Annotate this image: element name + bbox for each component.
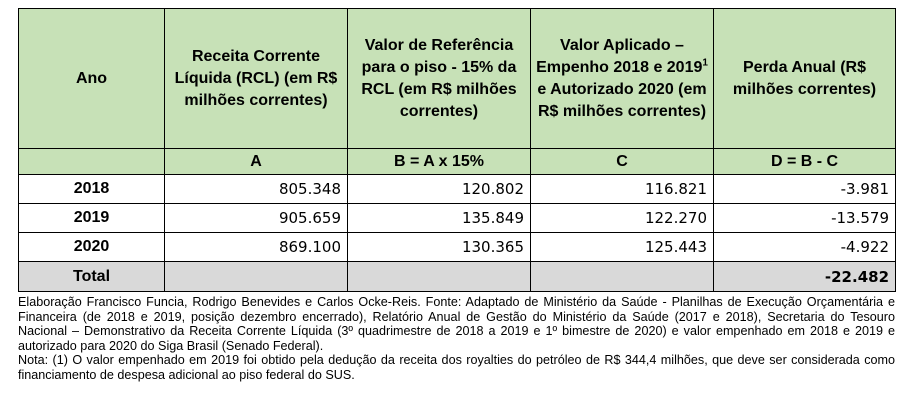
total-perda: -22.482 xyxy=(714,262,896,292)
cell-rcl: 805.348 xyxy=(165,175,348,204)
total-empty-c xyxy=(531,262,714,292)
source-note: Elaboração Francisco Funcia, Rodrigo Benevides e Carlos Ocke-Reis. Fonte: Adaptado de Ministério da Saúde - Planilhas de Execução Orçamentária e Financeira (de 2018 e 2019, posição dezembro encerrado), Relatório Anual de Gestão do Ministério da Saúde (2017 e 2018), Secretaria do Tesouro Nacional – Demonstrativo da Receita Corrente Líquida (3º quadrimestre de 2018 a 2019 e 1º bimestre de 2020) e valor empenhado em 2018 e 2019 e autorizado para 2020 do Siga Brasil (Senado Federal). xyxy=(18,295,895,353)
cell-aplicado: 125.443 xyxy=(531,233,714,262)
cell-perda: -3.981 xyxy=(714,175,896,204)
cell-rcl: 905.659 xyxy=(165,204,348,233)
footnote: Nota: (1) O valor empenhado em 2019 foi obtido pela dedução da receita dos royalties do petróleo de R$ 344,4 milhões, que deve ser considerada como financiamento de despesa adicional ao piso federal do SUS. xyxy=(18,353,895,382)
total-empty-a xyxy=(165,262,348,292)
header-receita: Receita Corrente Líquida (RCL) (em R$ milhões correntes) xyxy=(165,9,348,149)
cell-perda: -13.579 xyxy=(714,204,896,233)
header-valor-referencia: Valor de Referência para o piso - 15% da RCL (em R$ milhões correntes) xyxy=(348,9,531,149)
total-row xyxy=(19,262,896,292)
footnote-marker: 1 xyxy=(702,57,708,69)
cell-year: 2018 xyxy=(19,175,165,204)
cell-aplicado: 116.821 xyxy=(531,175,714,204)
subheader-b: B = A x 15% xyxy=(348,149,531,175)
total-empty-b xyxy=(348,262,531,292)
cell-year: 2020 xyxy=(19,233,165,262)
cell-rcl: 869.100 xyxy=(165,233,348,262)
total-label: Total xyxy=(19,262,165,292)
header-valor-aplicado-post: e Autorizado 2020 (em R$ milhões correntes) xyxy=(537,80,707,120)
table-row xyxy=(19,233,896,262)
subheader-empty xyxy=(19,149,165,175)
cell-perda: -4.922 xyxy=(714,233,896,262)
header-ano: Ano xyxy=(19,9,165,149)
table-header-row xyxy=(19,9,896,149)
cell-referencia: 135.849 xyxy=(348,204,531,233)
header-perda-anual: Perda Anual (R$ milhões correntes) xyxy=(714,9,896,149)
document xyxy=(18,8,895,382)
table-notes xyxy=(18,295,895,382)
subheader-d: D = B - C xyxy=(714,149,896,175)
table-row xyxy=(19,204,896,233)
data-table xyxy=(18,8,896,292)
header-valor-aplicado-pre: Valor Aplicado – Empenho 2018 e 2019 xyxy=(536,36,703,76)
table-subheader-row xyxy=(19,149,896,175)
subheader-c: C xyxy=(531,149,714,175)
cell-referencia: 130.365 xyxy=(348,233,531,262)
header-valor-aplicado xyxy=(531,9,714,149)
cell-aplicado: 122.270 xyxy=(531,204,714,233)
table-row xyxy=(19,175,896,204)
cell-year: 2019 xyxy=(19,204,165,233)
cell-referencia: 120.802 xyxy=(348,175,531,204)
subheader-a: A xyxy=(165,149,348,175)
